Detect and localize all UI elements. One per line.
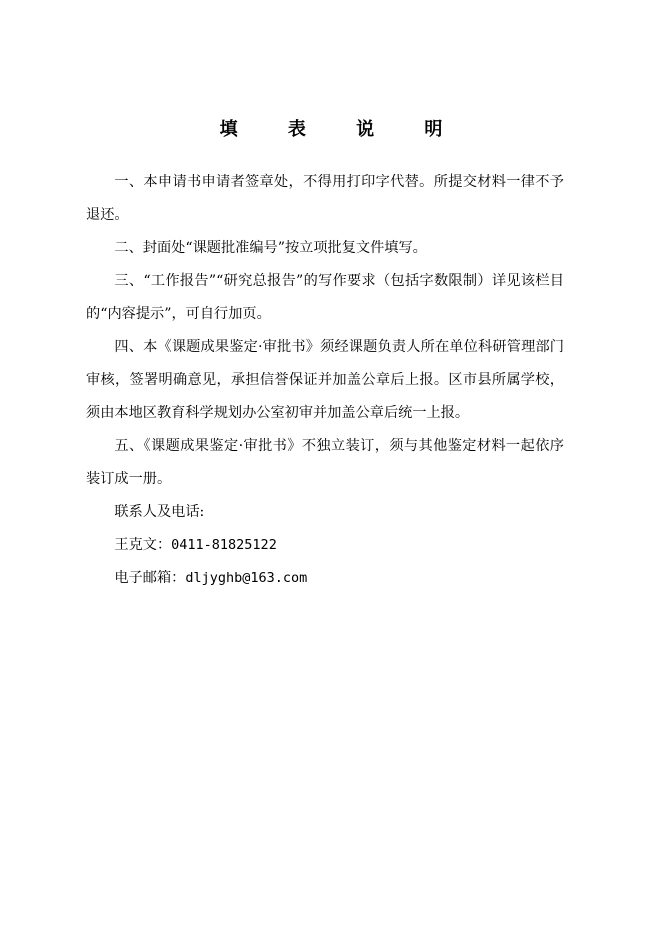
- instruction-paragraph-4: 四、本《课题成果鉴定·审批书》须经课题负责人所在单位科研管理部门审核，签署明确意见，承担信誉保证并加盖公章后上报。区市县所属学校，须由本地区教育科学规划办公室初审并加盖公章后统一上报。: [86, 339, 564, 421]
- instruction-paragraph-3: 三、“工作报告”“研究总报告”的写作要求（包括字数限制）详见该栏目的“内容提示”，可自行加页。: [86, 273, 564, 322]
- contact-heading: 联系人及电话:: [114, 504, 205, 520]
- contact-email: dljyghb@163.com: [185, 570, 308, 586]
- instruction-paragraph-5: 五、《课题成果鉴定·审批书》不独立装订，须与其他鉴定材料一起依序装订成一册。: [86, 438, 564, 487]
- contact-email-line: [86, 562, 564, 595]
- instruction-paragraph-2: 二、封面处“课题批准编号”按立项批复文件填写。: [114, 240, 427, 256]
- contact-person-label: 王克文：: [114, 537, 172, 553]
- contact-phone: 0411-81825122: [171, 537, 277, 553]
- instruction-paragraph-1: 一、本申请书申请者签章处，不得用打印字代替。所提交材料一律不予退还。: [86, 174, 564, 223]
- instructions-body: [86, 166, 564, 595]
- contact-email-label: 电子邮箱：: [114, 570, 186, 586]
- page-title: 填 表 说 明: [219, 119, 465, 140]
- contact-phone-line: [86, 529, 564, 562]
